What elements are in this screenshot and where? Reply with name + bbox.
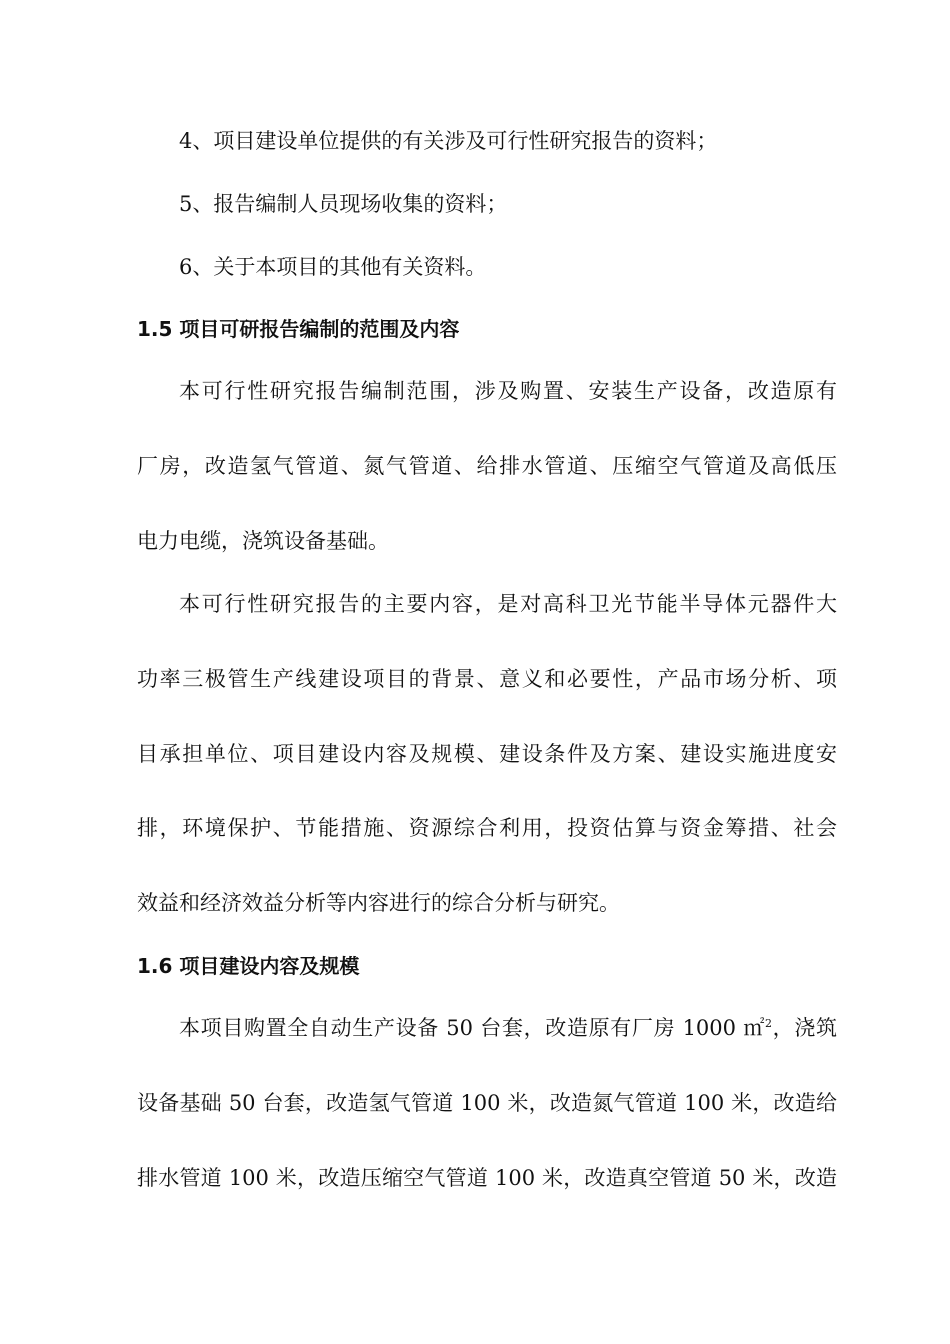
- paragraph-line: 目承担单位、项目建设内容及规模、建设条件及方案、建设实施进度安: [137, 742, 837, 766]
- superscript: 2: [765, 1017, 773, 1030]
- paragraph-line: 排，环境保护、节能措施、资源综合利用，投资估算与资金筹措、社会: [137, 816, 837, 840]
- paragraph-line: 功率三极管生产线建设项目的背景、意义和必要性，产品市场分析、项: [137, 667, 837, 691]
- paragraph-line: 效益和经济效益分析等内容进行的综合分析与研究。: [137, 891, 620, 915]
- paragraph-line: 本可行性研究报告的主要内容，是对高科卫光节能半导体元器件大: [179, 592, 837, 616]
- paragraph-text: ，浇筑: [772, 1016, 837, 1040]
- section-heading: 1.5 项目可研报告编制的范围及内容: [137, 317, 460, 341]
- section-heading: 1.6 项目建设内容及规模: [137, 954, 360, 978]
- paragraph-text: 本项目购置全自动生产设备 50 台套，改造原有厂房 1000 ㎡: [179, 1016, 766, 1040]
- list-item: 6、关于本项目的其他有关资料。: [179, 255, 487, 279]
- paragraph-line: 设备基础 50 台套，改造氢气管道 100 米，改造氮气管道 100 米，改造给: [137, 1091, 837, 1115]
- paragraph-line: 厂房，改造氢气管道、氮气管道、给排水管道、压缩空气管道及高低压: [137, 454, 837, 478]
- list-item: 4、项目建设单位提供的有关涉及可行性研究报告的资料；: [179, 129, 718, 153]
- list-item: 5、报告编制人员现场收集的资料；: [179, 192, 508, 216]
- paragraph-line: 本可行性研究报告编制范围，涉及购置、安装生产设备，改造原有: [179, 379, 837, 403]
- paragraph-line: 电力电缆，浇筑设备基础。: [137, 529, 389, 553]
- paragraph-line: [179, 1013, 837, 1043]
- paragraph-line: 排水管道 100 米，改造压缩空气管道 100 米，改造真空管道 50 米，改造: [137, 1166, 837, 1190]
